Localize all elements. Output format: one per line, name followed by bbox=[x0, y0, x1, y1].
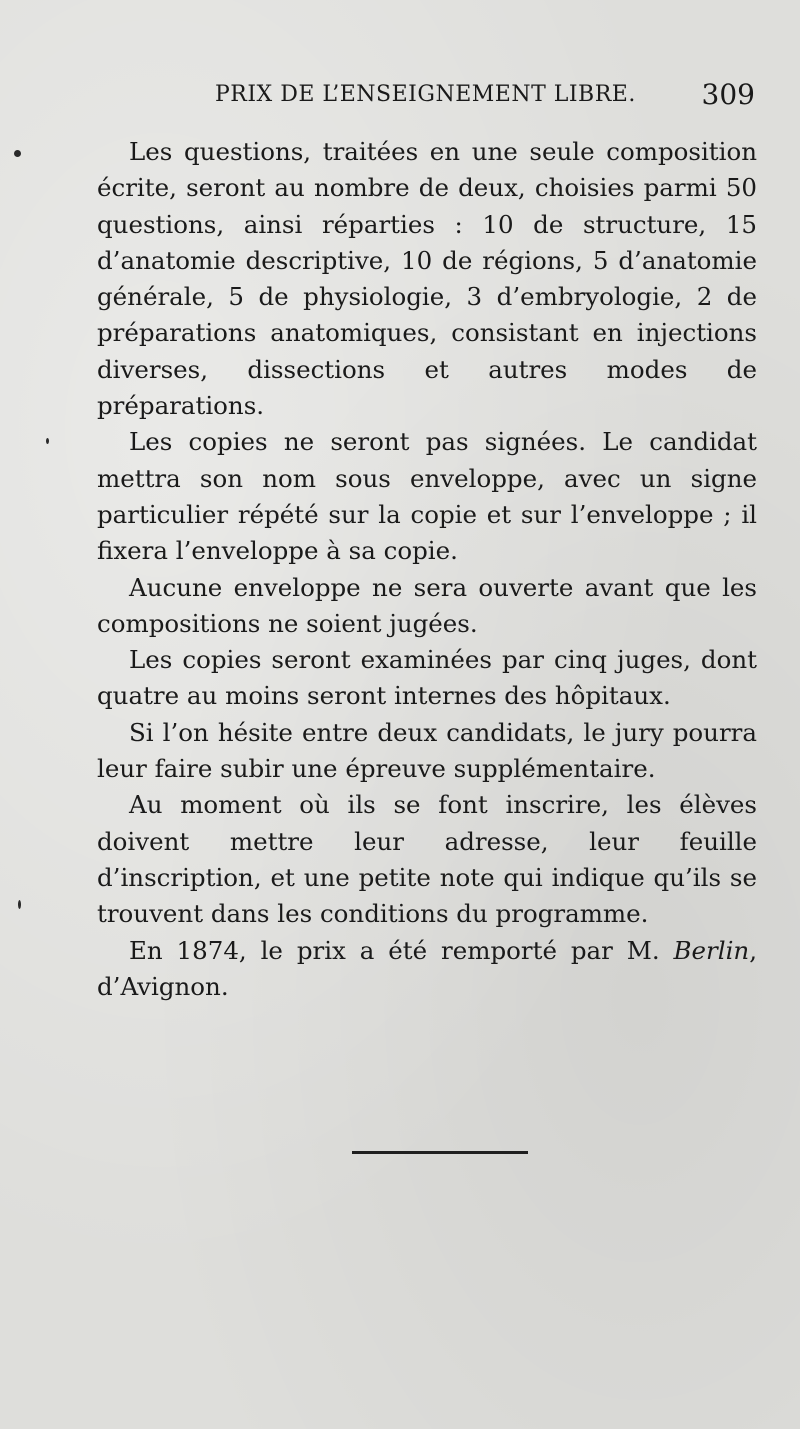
winner-name: Berlin bbox=[673, 935, 750, 965]
paragraph-registration: Au moment où ils se font inscrire, les élèves doivent mettre leur adresse, leur feuille d’inscription, et une petite note qui indique qu’ils se trouvent dans les conditions du programme. bbox=[97, 790, 757, 929]
margin-speck bbox=[14, 150, 21, 157]
paragraph-questions: Les questions, traitées en une seule composition écrite, seront au nombre de deux, choisies parmi 50 questions, ainsi réparties : 10 de structure, 15 d’anatomie descriptive, 10 de régions, 5 d’anatomie générale, 5 de physiologie, 3 d’embryologie, 2 de préparations anatomiques, consistant en injections diverses, dissections et autres modes de préparations. bbox=[97, 137, 757, 421]
margin-speck bbox=[46, 438, 49, 444]
paragraph-judges: Les copies seront examinées par cinq juges, dont quatre au moins seront internes des hôpitaux. bbox=[97, 645, 757, 711]
end-rule bbox=[352, 1151, 528, 1154]
body-text bbox=[97, 134, 757, 1005]
winner-text-before: En 1874, le prix a été remporté par M. bbox=[129, 935, 674, 965]
paragraph-copies-unsigned: Les copies ne seront pas signées. Le candidat mettra son nom sous enveloppe, avec un signe particulier répété sur la copie et sur l’enveloppe ; il fixera l’enveloppe à sa copie. bbox=[97, 427, 757, 566]
paragraph-winner bbox=[97, 933, 757, 1006]
winner-text-after: , d’Avignon. bbox=[97, 935, 757, 1001]
running-head bbox=[200, 78, 755, 114]
running-title: PRIX DE L’ENSEIGNEMENT LIBRE. bbox=[215, 82, 636, 107]
paragraph-envelopes: Aucune enveloppe ne sera ouverte avant que les compositions ne soient jugées. bbox=[97, 572, 757, 638]
margin-speck bbox=[18, 900, 21, 909]
paragraph-tiebreak: Si l’on hésite entre deux candidats, le jury pourra leur faire subir une épreuve supplémentaire. bbox=[97, 717, 757, 784]
page-number: 309 bbox=[701, 78, 755, 111]
